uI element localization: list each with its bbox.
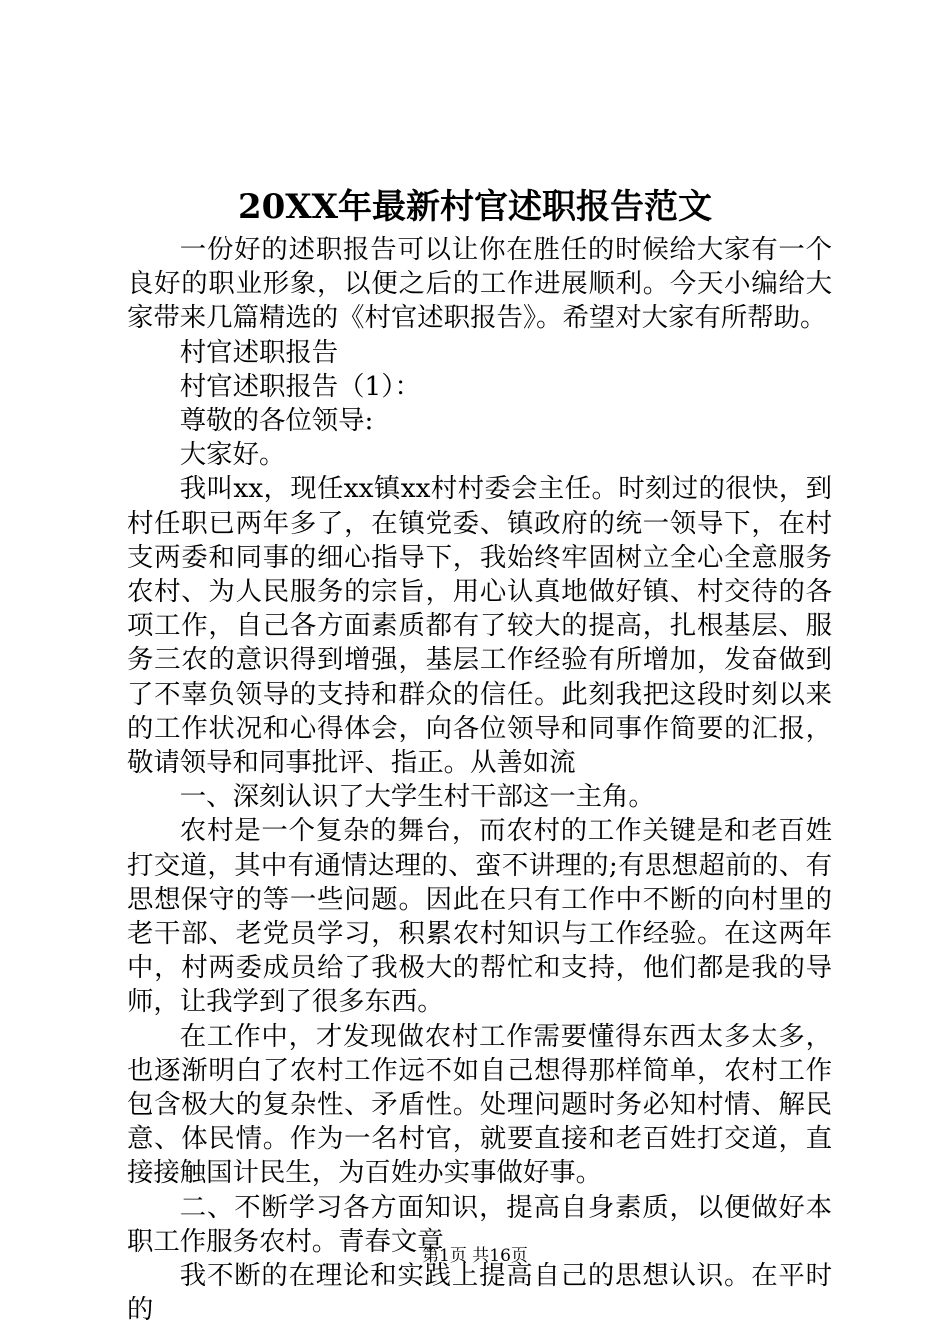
paragraph: 在工作中，才发现做农村工作需要懂得东西太多太多，也逐渐明白了农村工作远不如自己想得那样简单，农村工作包含极大的复杂性、矛盾性。处理问题时务必知村情、解民意、体民情。作为一名村官，就要直接和老百姓打交道，直接接触国计民生，为百姓办实事做好事。 bbox=[127, 1020, 832, 1189]
paragraph: 村官述职报告（1）： bbox=[179, 370, 421, 402]
document-title: 20XX年最新村官述职报告范文 bbox=[237, 187, 713, 227]
paragraph: 尊敬的各位领导: bbox=[179, 405, 374, 437]
document-body bbox=[127, 233, 832, 1328]
paragraph: 我不断的在理论和实践上提高自己的思想认识。在平时的 bbox=[127, 1260, 832, 1326]
paragraph: 一、深刻认识了大学生村干部这一主角。 bbox=[179, 781, 655, 813]
paragraph: 村官述职报告 bbox=[179, 336, 339, 368]
paragraph: 一份好的述职报告可以让你在胜任的时候给大家有一个良好的职业形象，以便之后的工作进展顺利。今天小编给大家带来几篇精选的《村官述职报告》。希望对大家有所帮助。 bbox=[127, 234, 832, 334]
page-footer: 第1页 共16页 bbox=[422, 1246, 528, 1266]
paragraph: 大家好。 bbox=[179, 439, 286, 471]
paragraph: 农村是一个复杂的舞台，而农村的工作关键是和老百姓打交道，其中有通情达理的、蛮不讲理的;有思想超前的、有思想保守的等一些问题。因此在只有工作中不断的向村里的老干部、老党员学习，积累农村知识与工作经验。在这两年中，村两委成员给了我极大的帮忙和支持，他们都是我的导师，让我学到了很多东西。 bbox=[127, 815, 832, 1018]
paragraph: 我叫xx，现任xx镇xx村村委会主任。时刻过的很快，到村任职已两年多了，在镇党委、镇政府的统一领导下，在村支两委和同事的细心指导下，我始终牢固树立全心全意服务农村、为人民服务的宗旨，用心认真地做好镇、村交待的各项工作，自己各方面素质都有了较大的提高，扎根基层、服务三农的意识得到增强，基层工作经验有所增加，发奋做到了不辜负领导的支持和群众的信任。此刻我把这段时刻以来的工作状况和心得体会，向各位领导和同事作简要的汇报，敬请领导和同事批评、指正。从善如流 bbox=[127, 473, 832, 779]
paragraph: 二、不断学习各方面知识，提高自身素质，以便做好本职工作服务农村。青春文章 bbox=[127, 1191, 832, 1257]
